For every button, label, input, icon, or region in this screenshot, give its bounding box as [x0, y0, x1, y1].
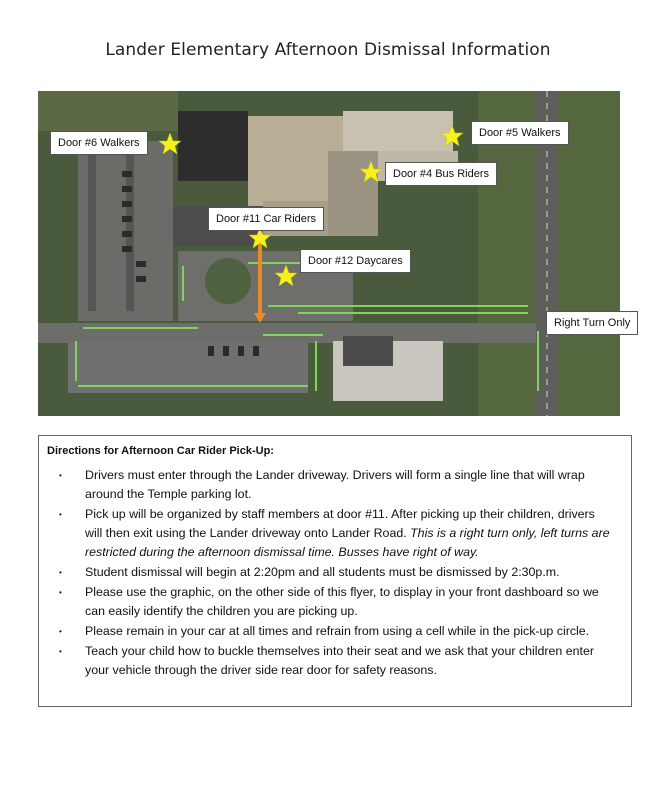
callout-door4: Door #4 Bus Riders [385, 162, 497, 186]
bullet-icon: • [59, 588, 62, 597]
list-item: • Teach your child how to buckle themselves into their seat and we ask that your children enter your vehicle through the driver side rear door for safety reasons. [59, 644, 594, 677]
bullet-icon: • [59, 627, 62, 636]
directions-box [38, 435, 632, 707]
bullet-icon: • [59, 510, 62, 519]
bullet-icon: • [59, 471, 62, 480]
list-item: • Pick up will be organized by staff members at door #11. After picking up their children, drivers will then exit using the Lander driveway onto Lander Road. This is a right turn only, left turns are restricted during the afternoon dismissal time. Busses have right of way. [59, 507, 610, 559]
bullet-icon: • [59, 647, 62, 656]
list-item: • Please remain in your car at all times and refrain from using a cell while in the pick-up circle. [39, 622, 633, 641]
callout-door11: Door #11 Car Riders [208, 207, 324, 231]
callout-door6: Door #6 Walkers [50, 131, 148, 155]
list-item: • Student dismissal will begin at 2:20pm and all students must be dismissed by 2:30p.m. [39, 563, 633, 582]
callout-door12: Door #12 Daycares [300, 249, 411, 273]
aerial-map [38, 91, 620, 416]
bullet-icon: • [59, 568, 62, 577]
page-title: Lander Elementary Afternoon Dismissal Information [105, 40, 551, 60]
list-item: • Drivers must enter through the Lander driveway. Drivers will form a single line that will wrap around the Temple parking lot. [59, 468, 585, 501]
directions-heading: Directions for Afternoon Car Rider Pick-Up: [47, 445, 274, 457]
directions-list [39, 466, 633, 681]
callout-door5: Door #5 Walkers [471, 121, 569, 145]
list-item: • Please use the graphic, on the other side of this flyer, to display in your front dashboard so we can easily identify the children you are picking up. [59, 585, 599, 618]
callout-right-turn: Right Turn Only [546, 311, 638, 335]
